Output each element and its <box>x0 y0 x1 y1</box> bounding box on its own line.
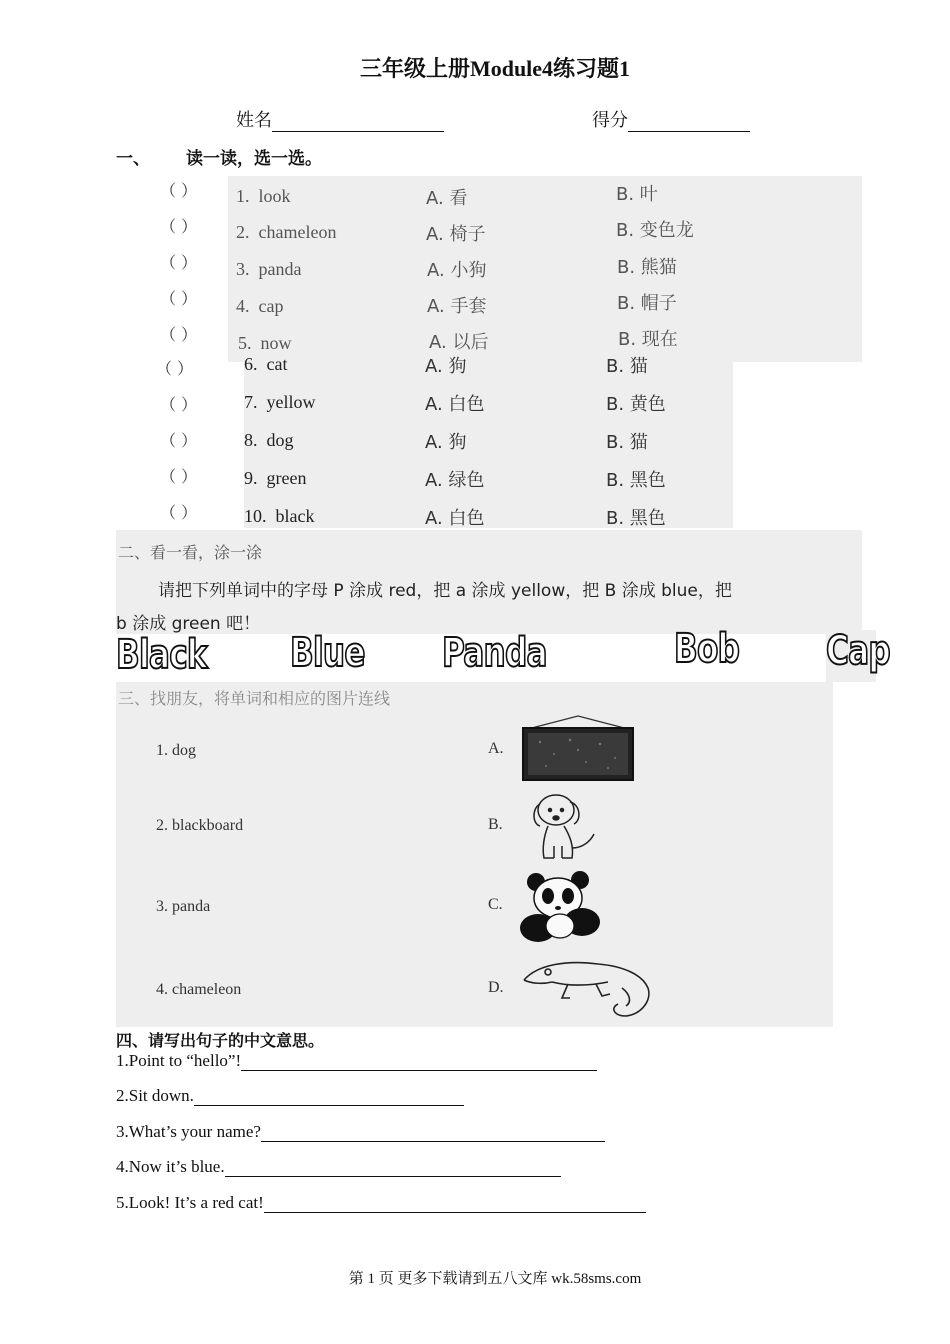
panda-picture[interactable] <box>516 870 604 946</box>
sentence-text: 5.Look! It’s a red cat! <box>116 1193 264 1212</box>
section1-scan-box-2 <box>244 360 733 528</box>
section3-heading: 三、找朋友，将单词和相应的图片连线 <box>118 689 391 708</box>
item-word: dog <box>266 430 294 450</box>
answer-paren-8[interactable]: （ ） <box>160 431 198 450</box>
answer-paren-3[interactable]: （ ） <box>160 253 198 272</box>
option-b-9: B. 黑色 <box>606 470 666 491</box>
match-letter-c: C. <box>488 896 503 913</box>
name-label: 姓名 <box>236 110 272 130</box>
item-word: chameleon <box>258 222 337 242</box>
answer-paren-2[interactable]: （ ） <box>160 217 198 236</box>
option-b-2: B. 变色龙 <box>616 220 694 241</box>
vocab-item-1 <box>236 186 291 207</box>
coloring-word-cap[interactable]: Cap <box>826 628 890 674</box>
dog-picture[interactable] <box>526 790 600 862</box>
coloring-word-bob[interactable]: Bob <box>674 626 740 672</box>
section4-heading: 四、请写出句子的中文意思。 <box>116 1031 325 1050</box>
item-number: 8. <box>244 430 258 450</box>
translation-item-4 <box>116 1157 561 1177</box>
option-a-1: A. 看 <box>426 188 468 209</box>
answer-blank[interactable] <box>264 1194 646 1213</box>
section1-heading <box>116 144 322 169</box>
answer-paren-10[interactable]: （ ） <box>160 503 198 522</box>
option-a-2: A. 椅子 <box>426 224 486 245</box>
blackboard-picture[interactable] <box>520 714 636 782</box>
vocab-item-2 <box>236 222 336 243</box>
match-word-2[interactable]: 2. blackboard <box>156 817 244 834</box>
vocab-item-7 <box>244 392 316 413</box>
option-b-8: B. 猫 <box>606 432 648 453</box>
answer-paren-4[interactable]: （ ） <box>160 289 198 308</box>
option-b-1: B. 叶 <box>616 184 658 205</box>
option-b-6: B. 猫 <box>606 356 648 377</box>
section1-title: 读一读，选一选。 <box>186 149 322 169</box>
option-a-4: A. 手套 <box>427 296 487 317</box>
item-number: 1. <box>236 186 250 206</box>
section3-scan-box <box>116 682 833 1027</box>
item-word: cat <box>266 354 288 374</box>
score-label: 得分 <box>592 110 628 130</box>
option-a-7: A. 白色 <box>425 394 485 415</box>
option-a-3: A. 小狗 <box>427 260 487 281</box>
option-a-6: A. 狗 <box>425 356 467 377</box>
answer-blank[interactable] <box>261 1123 605 1142</box>
item-number: 4. <box>236 296 250 316</box>
vocab-item-4 <box>236 296 283 317</box>
chameleon-picture[interactable] <box>518 954 654 1022</box>
item-number: 2. <box>236 222 250 242</box>
vocab-item-9 <box>244 468 306 489</box>
coloring-word-panda[interactable]: Panda <box>442 630 547 676</box>
option-b-4: B. 帽子 <box>617 293 677 314</box>
sentence-text: 3.What’s your name? <box>116 1122 261 1141</box>
item-number: 3. <box>236 259 250 279</box>
item-word: black <box>275 506 315 526</box>
answer-paren-1[interactable]: （ ） <box>160 181 198 200</box>
match-word-1[interactable]: 1. dog <box>156 742 196 759</box>
match-word-4[interactable]: 4. chameleon <box>156 981 242 998</box>
score-field <box>592 106 750 132</box>
option-b-7: B. 黄色 <box>606 394 666 415</box>
option-b-3: B. 熊猫 <box>617 257 677 278</box>
match-letter-a: A. <box>488 740 504 757</box>
page-title: 三年级上册Module4练习题1 <box>359 56 631 81</box>
coloring-word-black[interactable]: Black <box>116 632 207 678</box>
item-word: look <box>258 186 291 206</box>
option-a-9: A. 绿色 <box>425 470 485 491</box>
section2-instruction-line1: 请把下列单词中的字母 P 涂成 red，把 a 涂成 yellow，把 B 涂成 blue，把 <box>158 581 732 601</box>
answer-paren-6[interactable]: （ ） <box>156 359 194 378</box>
item-number: 7. <box>244 392 258 412</box>
item-number: 5. <box>238 333 252 353</box>
vocab-item-3 <box>236 259 301 280</box>
vocab-item-10 <box>244 506 314 527</box>
page-footer: 第 1 页 更多下载请到五八文库 wk.58sms.com <box>348 1271 642 1287</box>
translation-item-2 <box>116 1086 464 1106</box>
answer-blank[interactable] <box>225 1158 561 1177</box>
match-letter-d: D. <box>488 979 504 996</box>
sentence-text: 2.Sit down. <box>116 1086 194 1105</box>
answer-paren-5[interactable]: （ ） <box>160 325 198 344</box>
vocab-item-6 <box>244 354 287 375</box>
translation-item-1 <box>116 1051 597 1071</box>
vocab-item-8 <box>244 430 294 451</box>
sentence-text: 4.Now it’s blue. <box>116 1157 225 1176</box>
option-a-5: A. 以后 <box>429 332 489 353</box>
score-blank[interactable] <box>628 113 750 132</box>
name-field <box>236 106 444 132</box>
option-a-8: A. 狗 <box>425 432 467 453</box>
section2-heading: 二、看一看，涂一涂 <box>118 543 263 562</box>
option-b-10: B. 黑色 <box>606 508 666 529</box>
option-b-5: B. 现在 <box>618 329 678 350</box>
answer-paren-9[interactable]: （ ） <box>160 467 198 486</box>
translation-item-5 <box>116 1193 646 1213</box>
item-word: yellow <box>266 392 316 412</box>
coloring-word-blue[interactable]: Blue <box>290 630 365 676</box>
match-letter-b: B. <box>488 816 503 833</box>
section1-scan-box-1 <box>228 176 862 362</box>
option-a-10: A. 白色 <box>425 508 485 529</box>
item-number: 10. <box>244 506 267 526</box>
item-word: panda <box>258 259 302 279</box>
item-number: 6. <box>244 354 258 374</box>
item-word: green <box>266 468 307 488</box>
section1-number: 一、 <box>116 149 150 169</box>
item-word: now <box>260 333 292 353</box>
match-word-3[interactable]: 3. panda <box>156 898 211 915</box>
sentence-text: 1.Point to “hello”! <box>116 1051 242 1070</box>
vocab-item-5 <box>238 333 292 354</box>
item-number: 9. <box>244 468 258 488</box>
section2-instruction-line2: b 涂成 green 吧！ <box>116 614 261 634</box>
answer-blank[interactable] <box>194 1087 464 1106</box>
answer-blank[interactable] <box>241 1052 597 1071</box>
translation-item-3 <box>116 1122 605 1142</box>
item-word: cap <box>258 296 284 316</box>
answer-paren-7[interactable]: （ ） <box>160 395 198 414</box>
name-blank[interactable] <box>272 113 444 132</box>
